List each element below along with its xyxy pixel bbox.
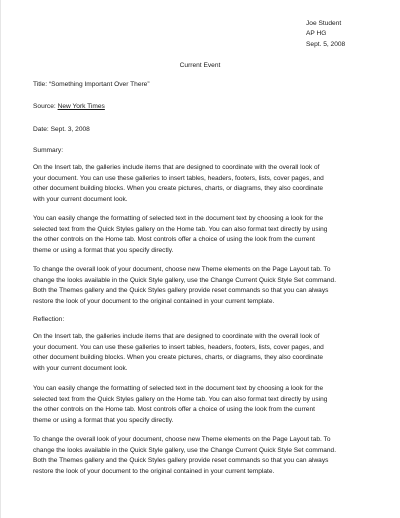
document-title: Current Event (179, 62, 221, 69)
text-line: selected text from the Quick Styles gallery on the Home tab. You can also format text directly by using (33, 225, 328, 233)
date-line (33, 126, 90, 133)
article-title-label: Title: (33, 81, 48, 88)
text-line: the other controls on the Home tab. Most controls offer a choice of using the look from the current (33, 406, 315, 414)
text-line: with your current document look. (33, 195, 128, 203)
text-line: On the Insert tab, the galleries include items that are designed to coordinate with the overall look of (33, 164, 320, 171)
reflection-paragraph-1 (33, 332, 371, 374)
text-line: You can easily change the formatting of selected text in the document text by choosing a look for the (33, 385, 324, 392)
page-edge-divider (0, 0, 1, 518)
text-line: with your current document look. (33, 364, 128, 372)
article-date-value: Sept. 3, 2008 (50, 126, 90, 133)
text-line: You can easily change the formatting of selected text in the document text by choosing a look for the (33, 215, 324, 222)
reflection-heading: Reflection: (33, 316, 65, 323)
text-line: To change the overall look of your document, choose new Theme elements on the Page Layout tab. To (33, 266, 331, 273)
article-title-value: “Something Important Over There” (48, 81, 150, 88)
source-value: New York Times (57, 103, 105, 110)
text-line: To change the overall look of your document, choose new Theme elements on the Page Layout tab. To (33, 436, 331, 443)
text-line: selected text from the Quick Styles gallery on the Home tab. You can also format text directly by using (33, 395, 328, 403)
text-line: theme or using a format that you specify directly. (33, 246, 174, 254)
text-line: change the looks available in the Quick Style gallery, use the Change Current Quick Style Set command. (33, 446, 337, 454)
author-header (306, 19, 345, 50)
reflection-paragraph-3 (33, 435, 371, 477)
source-line (33, 103, 105, 110)
text-line: Both the Themes gallery and the Quick Styles gallery provide reset commands so that you can always (33, 287, 329, 295)
text-line: the other controls on the Home tab. Most controls offer a choice of using the look from the current (33, 236, 315, 244)
text-line: Both the Themes gallery and the Quick Styles gallery provide reset commands so that you can always (33, 457, 329, 465)
text-line: other document building blocks. When you create pictures, charts, or diagrams, they also coordinate (33, 185, 324, 193)
text-line: other document building blocks. When you create pictures, charts, or diagrams, they also coordinate (33, 354, 324, 362)
text-line: On the Insert tab, the galleries include items that are designed to coordinate with the overall look of (33, 333, 320, 340)
summary-paragraph-2 (33, 214, 371, 256)
article-date-label: Date: (33, 126, 49, 133)
source-label: Source: (33, 103, 56, 110)
article-title-line (33, 81, 150, 88)
class-name: AP HG (306, 30, 327, 38)
text-line: your document. You can use these galleries to insert tables, headers, footers, lists, cover pages, and (33, 343, 324, 351)
text-line: restore the look of your document to the original contained in your current template. (33, 297, 275, 305)
text-line: restore the look of your document to the original contained in your current template. (33, 467, 275, 475)
header-date: Sept. 5, 2008 (306, 40, 346, 48)
summary-paragraph-1 (33, 163, 371, 205)
summary-heading: Summary: (33, 147, 64, 154)
student-name: Joe Student (306, 20, 342, 27)
summary-paragraph-3 (33, 265, 371, 307)
text-line: theme or using a format that you specify directly. (33, 416, 174, 424)
reflection-paragraph-2 (33, 384, 371, 426)
text-line: your document. You can use these galleries to insert tables, headers, footers, lists, cover pages, and (33, 174, 324, 182)
text-line: change the looks available in the Quick Style gallery, use the Change Current Quick Style Set command. (33, 276, 337, 284)
